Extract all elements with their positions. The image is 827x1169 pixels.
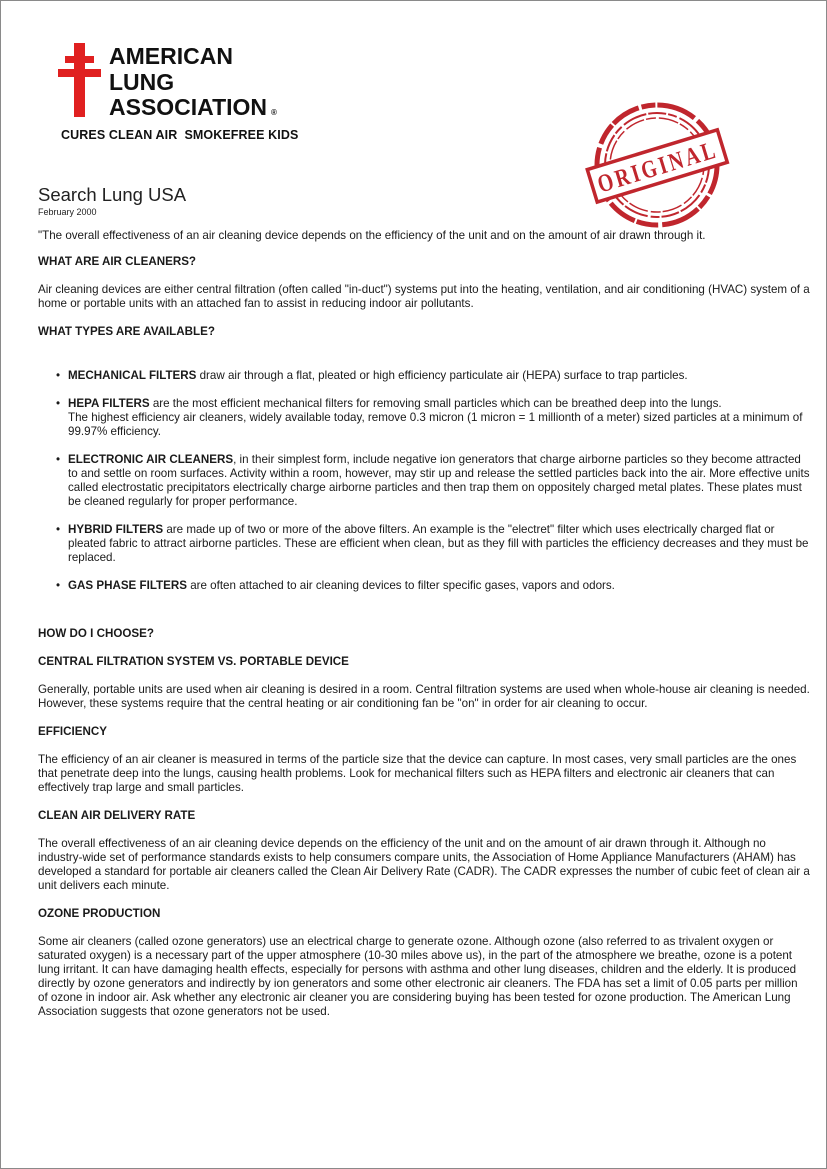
original-stamp — [579, 97, 753, 232]
filter-description: draw air through a flat, pleated or high efficiency particulate air (HEPA) surface to trap particles. — [196, 369, 688, 382]
list-item — [38, 453, 810, 509]
subsection-heading: CENTRAL FILTRATION SYSTEM VS. PORTABLE DEVICE — [38, 655, 349, 668]
subsection-heading: EFFICIENCY — [38, 725, 107, 738]
list-item — [38, 397, 810, 439]
filter-term: MECHANICAL FILTERS — [68, 369, 197, 382]
org-name-line1: AMERICAN — [109, 43, 233, 69]
article-body — [38, 229, 810, 1019]
filter-description: are often attached to air cleaning devices to filter specific gases, vapors and odors. — [186, 579, 615, 592]
filter-types-list — [38, 369, 810, 593]
list-item — [38, 579, 810, 593]
bullet-icon: • — [56, 397, 61, 410]
filter-term: HYBRID FILTERS — [68, 523, 164, 536]
stamp-text: ORIGINAL — [594, 126, 753, 199]
section-heading-choose: HOW DO I CHOOSE? — [38, 627, 154, 640]
subsection-paragraph: Some air cleaners (called ozone generators) use an electrical charge to generate ozone. Although ozone (also referred to as trivalent oxygen or saturated oxygen) is a necessary part of the upper atmosphere (10-30 miles above us), in the part of the atmosphere we breathe, ozone is a potent lung irritant. It can have damaging health effects, especially for persons with asthma and other lung diseases, children and the elderly. It is produced directly by ozone generators and indirectly by ion generators and some other electronic air cleaners. The FDA has set a limit of 0.05 parts per million of ozone in indoor air. Ask whether any electronic air cleaner you are considering buying has been tested for ozone production. The American Lung Association suggests that ozone generators not be used. — [38, 935, 798, 1018]
intro-paragraph: "The overall effectiveness of an air cleaning device depends on the efficiency of the unit and on the amount of air drawn through it. — [38, 229, 706, 242]
list-item — [38, 369, 810, 383]
org-name-line3: ASSOCIATION — [109, 94, 268, 120]
lorraine-cross-icon — [58, 43, 104, 117]
filter-description-extra: The highest efficiency air cleaners, widely available today, remove 0.3 micron (1 micron = 1 millionth of a meter) sized particles at a minimum of 99.97% efficiency. — [68, 411, 803, 438]
section-heading-types: WHAT TYPES ARE AVAILABLE? — [38, 325, 215, 338]
bullet-icon: • — [56, 453, 61, 466]
filter-description: are the most efficient mechanical filters for removing small particles which can be breathed deep into the lungs. — [149, 397, 722, 410]
subsection-paragraph: Generally, portable units are used when air cleaning is desired in a room. Central filtration systems are used when whole-house air cleaning is needed. However, these systems require that the central heating or air conditioning fan be "on" in order for air cleaning to occur. — [38, 683, 810, 710]
site-title: Search Lung USA — [38, 184, 187, 205]
subsection-paragraph: The efficiency of an air cleaner is measured in terms of the particle size that the device can capture. In most cases, very small particles are the ones that penetrate deep into the lungs, causing health problems. Look for mechanical filters such as HEPA filters and electronic air cleaners that can effectively trap large and small particles. — [38, 753, 797, 794]
subsection-heading: CLEAN AIR DELIVERY RATE — [38, 809, 196, 822]
filter-term: ELECTRONIC AIR CLEANERS — [68, 453, 234, 466]
bullet-icon: • — [56, 369, 61, 382]
filter-description: , in their simplest form, include negative ion generators that charge airborne particles so they become attracted to and settle on room surfaces. Activity within a room, however, may stir up and release the settled particles back into the air. More effective units called electrostatic precipitators electrically charge airborne particles and then trap them on oppositely charged metal plates. These plates must be cleaned regularly for proper performance. — [68, 453, 810, 508]
filter-term: GAS PHASE FILTERS — [68, 579, 187, 592]
registered-mark: ® — [271, 108, 277, 117]
org-name-line2: LUNG — [109, 68, 175, 95]
subsection-paragraph: The overall effectiveness of an air cleaning device depends on the efficiency of the unit and on the amount of air drawn through it. Although no industry-wide set of performance standards exists to help consumers compare units, the Association of Home Appliance Manufacturers (AHAM) has developed a standard for portable air cleaners called the Clean Air Delivery Rate (CADR). The CADR expresses the number of cubic feet of clean air a unit delivers each minute. — [38, 837, 810, 892]
subsection-heading: OZONE PRODUCTION — [38, 907, 161, 920]
list-item — [38, 523, 810, 565]
org-name — [109, 44, 277, 126]
publication-date: February 2000 — [38, 207, 97, 217]
bullet-icon: • — [56, 523, 61, 536]
filter-term: HEPA FILTERS — [68, 397, 150, 410]
section-heading-what-are: WHAT ARE AIR CLEANERS? — [38, 255, 197, 268]
what-are-paragraph: Air cleaning devices are either central filtration (often called "in-duct") systems put into the heating, ventilation, and air conditioning (HVAC) system of a home or portable units with an attached fan to assist in reducing indoor air pollutants. — [38, 283, 810, 310]
filter-description: are made up of two or more of the above filters. An example is the "electret" filter which uses electrically charged flat or pleated fabric to attract airborne particles. These are efficient when clean, but as they fill with particles the efficiency decreases and they must be replaced. — [68, 523, 809, 564]
tagline: CURES CLEAN AIR SMOKEFREE KIDS — [61, 128, 299, 142]
bullet-icon: • — [56, 579, 61, 592]
